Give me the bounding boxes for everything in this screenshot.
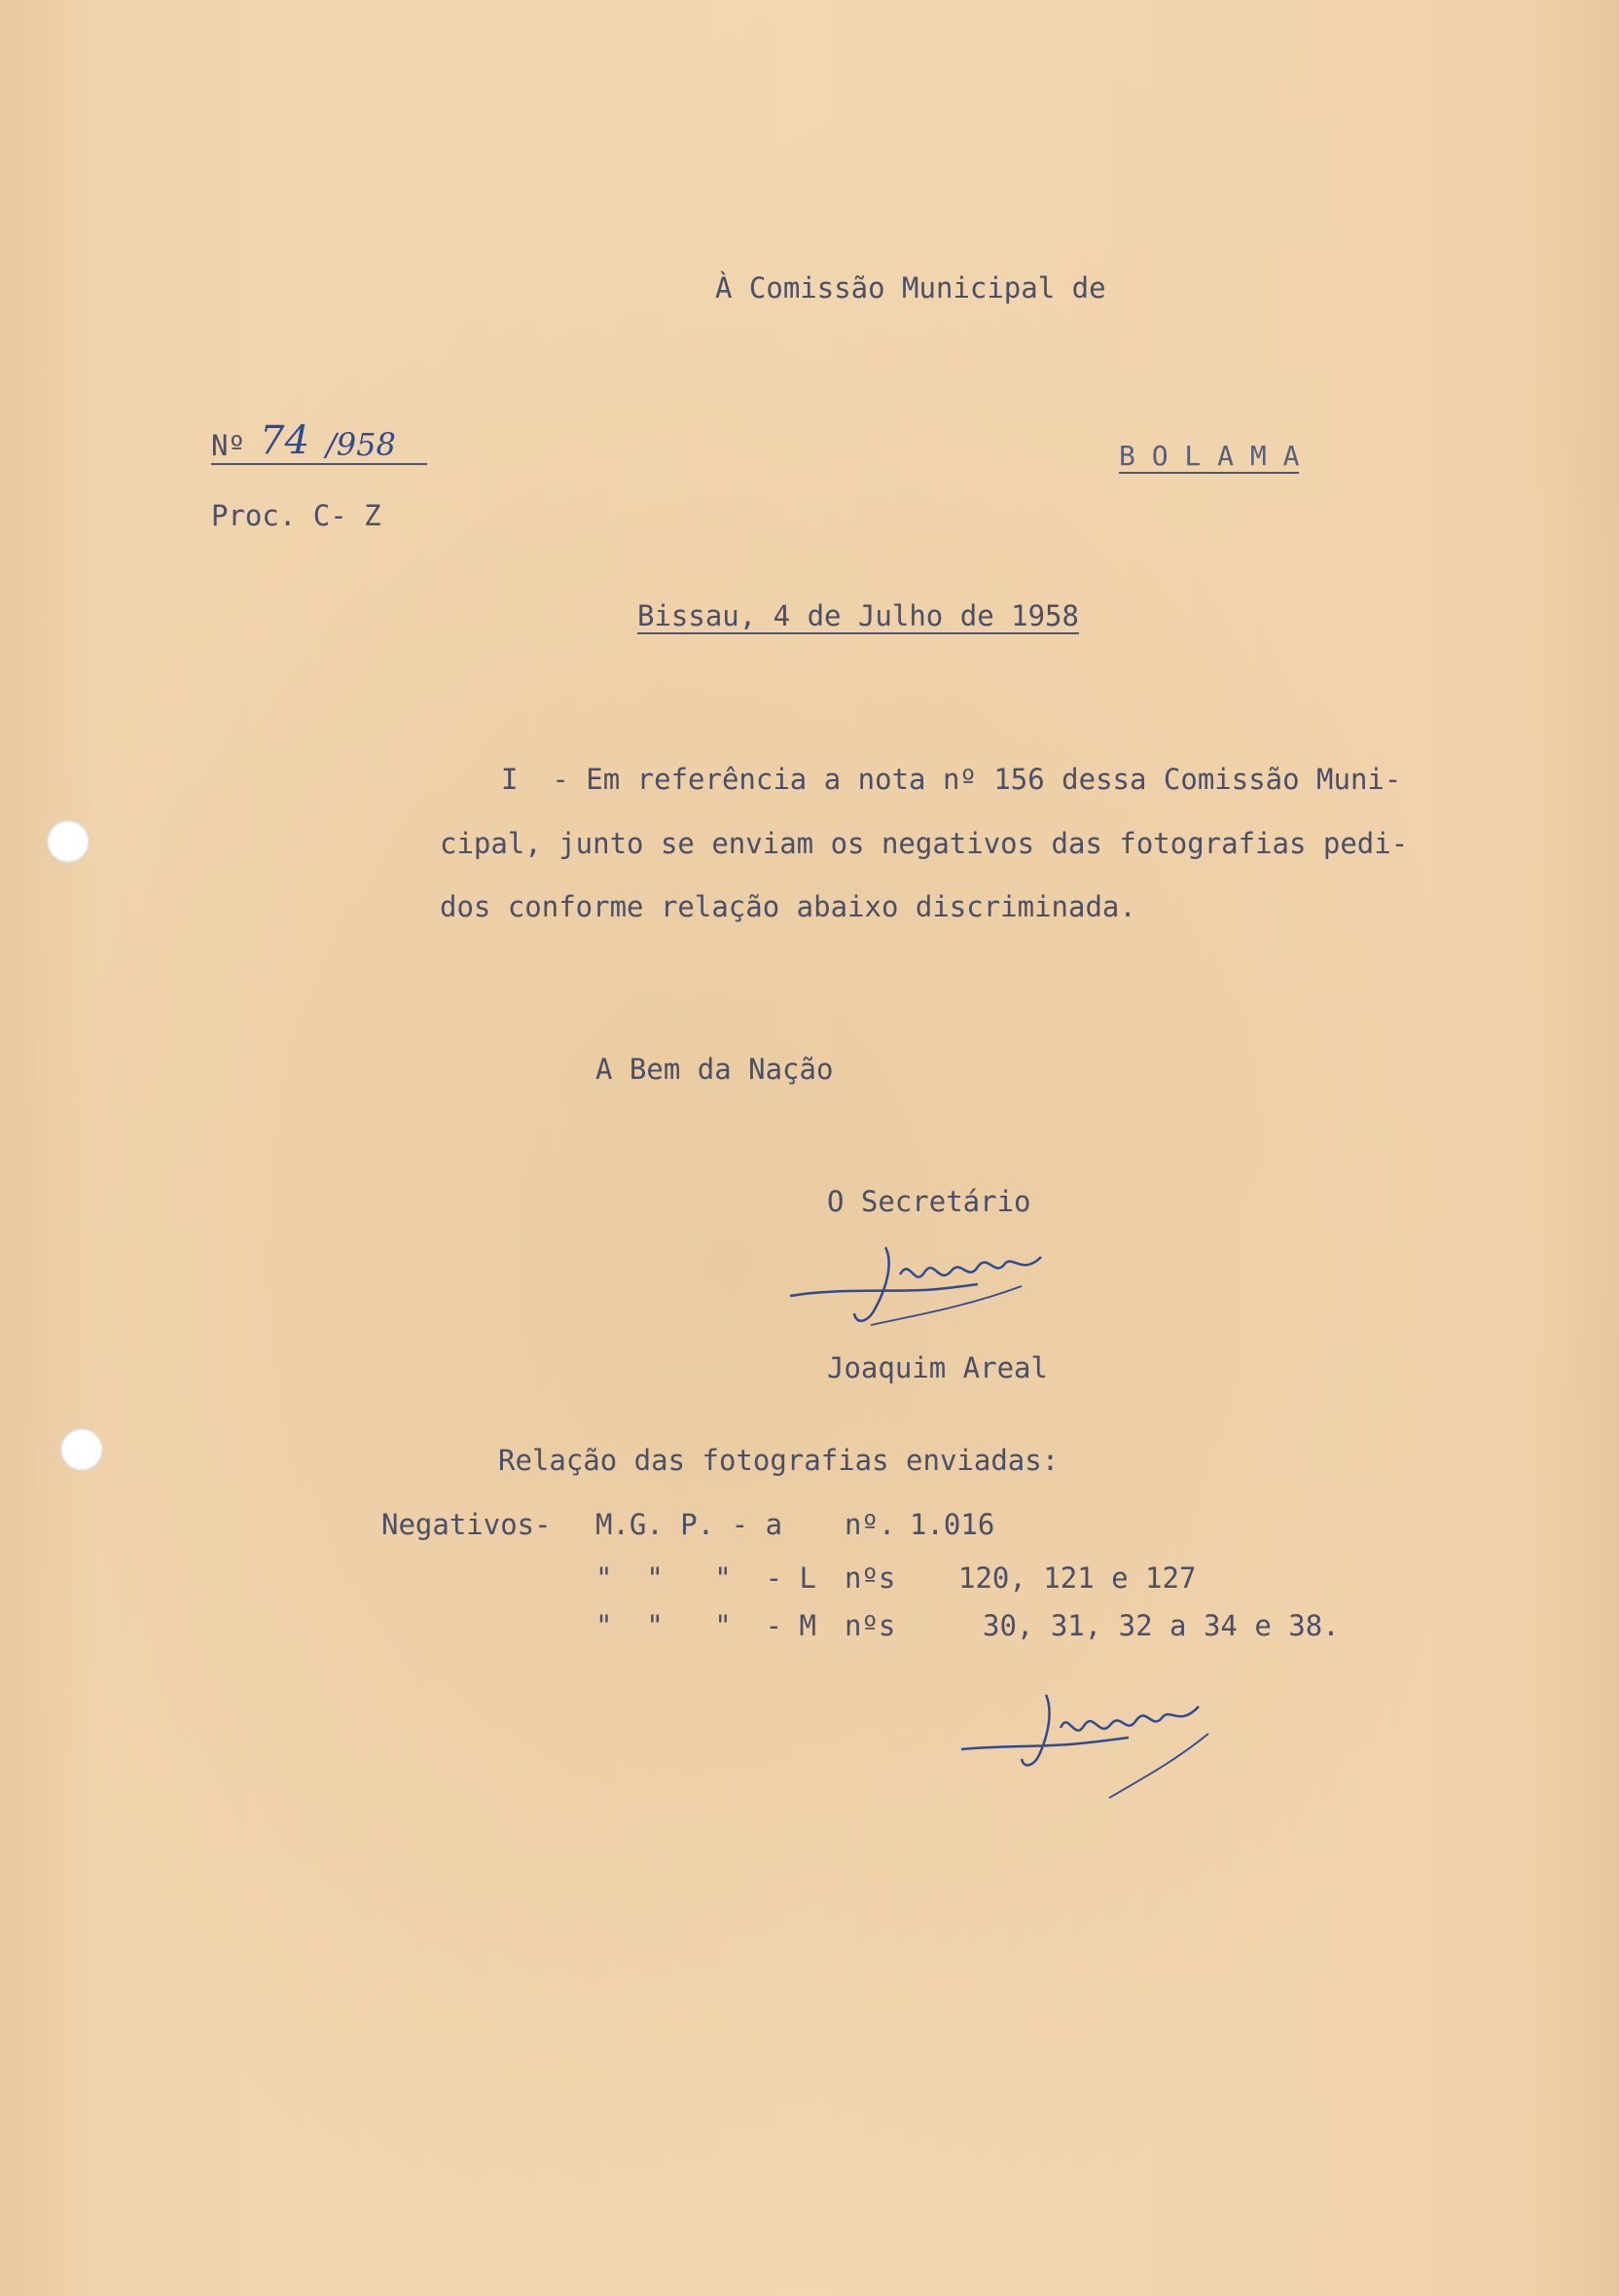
body-line-1: I - Em referência a nota nº 156 dessa Comissão Muni- (501, 763, 1402, 796)
number-handwritten: 74 (260, 418, 309, 463)
reference-number (211, 418, 427, 465)
list-row-numbers: 1.016 (910, 1508, 995, 1541)
list-row-series: M.G. P. - a (595, 1508, 783, 1541)
addressee-line: À Comissão Municipal de (715, 271, 1106, 305)
date-line: Bissau, 4 de Julho de 1958 (637, 599, 1079, 632)
number-prefix: Nº (211, 429, 245, 462)
list-row-numbers: 120, 121 e 127 (958, 1561, 1197, 1595)
body-line-2: cipal, junto se enviam os negativos das fotografias pedi- (440, 827, 1409, 860)
punch-hole-top (47, 820, 90, 863)
list-row-label: Negativos- (381, 1508, 552, 1541)
number-year: /958 (326, 426, 396, 463)
list-row-series: " " " - L (595, 1561, 816, 1595)
signer-name: Joaquim Areal (827, 1351, 1048, 1384)
list-row-num-label: nº. (845, 1508, 896, 1541)
list-row-num-label: nºs (845, 1609, 896, 1642)
signer-title: O Secretário (827, 1185, 1031, 1218)
list-row-series: " " " - M (595, 1609, 816, 1642)
process-reference: Proc. C- Z (211, 499, 381, 532)
closing-line: A Bem da Nação (595, 1053, 834, 1086)
list-heading: Relação das fotografias enviadas: (498, 1444, 1060, 1477)
initials-signature-mark (953, 1673, 1226, 1810)
list-row-numbers: 30, 31, 32 a 34 e 38. (983, 1609, 1340, 1642)
signature-mark (778, 1228, 1090, 1354)
list-row-num-label: nºs (845, 1561, 896, 1595)
punch-hole-bottom (60, 1428, 103, 1471)
destination-bolama: B O L A M A (1119, 440, 1300, 472)
body-line-3: dos conforme relação abaixo discriminada. (440, 890, 1136, 923)
